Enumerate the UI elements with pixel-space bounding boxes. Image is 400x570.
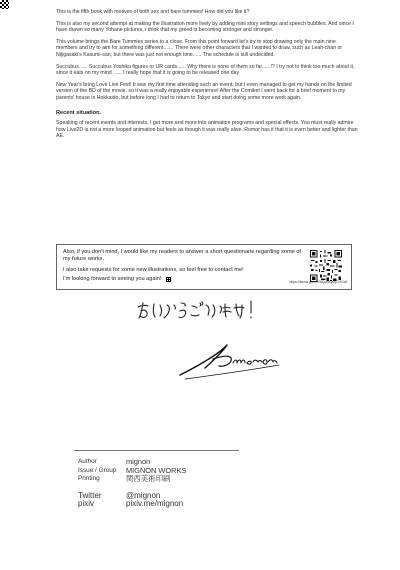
questionnaire-url[interactable]: https://forms.gle/e7NtQutsbyoyCHCx8: [289, 280, 347, 284]
paragraph: New Year's bring Love Live Fest! It was my first time attending such an event, but I even managed to get my hands on the limited version of the BD of the movie, so it was a really enjoyable experience! After the Comiket I went back for a brief moment to my parents' house in Hokkaido, but before long I had to return to Tokyo and start doing some more work again.: [56, 81, 352, 101]
section-heading: Recent situation.: [56, 109, 102, 116]
author-value: mignon: [126, 457, 151, 466]
signature: [175, 335, 285, 385]
questionnaire-box: [56, 244, 352, 290]
questionnaire-text: Also, if you don't mind, I would like my readers to answer a short questionarie regarding some of my future works.: [63, 249, 301, 262]
printing-value: 関西美術印刷: [126, 474, 171, 484]
afterword-text: [56, 9, 358, 145]
pixiv-link[interactable]: pixiv.me/mignon: [126, 499, 184, 509]
corner-registration-mark: [0, 0, 9, 9]
colophon-row-printing: [78, 475, 186, 484]
printing-label: Printing: [78, 475, 100, 483]
pixiv-label: pixiv: [78, 499, 95, 509]
small-qr-icon: [166, 277, 171, 282]
paragraph: Speaking of recent events and interests, I get more and more into animation programs and special effects. You must really admire how Live2D is not a more looped animation but feels as though it was really alive. Romor has it that it is even better and lighter than AE.: [56, 120, 358, 140]
issue-label: Issue / Group: [78, 466, 117, 474]
paragraph: This is the fifth book with motives of both sex and bare tummies! How did you like it?: [56, 9, 250, 15]
thanks-handwriting: [134, 297, 262, 325]
closing-text: I'm looking forward to seeing you again!: [63, 276, 162, 282]
twitter-label: Twitter: [78, 490, 102, 500]
qr-code-icon[interactable]: [309, 250, 343, 282]
issue-value: MIGNON WORKS: [126, 465, 187, 475]
colophon-row-pixiv: [78, 500, 186, 509]
closing-line: [63, 276, 171, 283]
paragraph: Succubus...... Succubus Yoshiko figures or UR cards...... Why there is none of them so far......!? I try not to think too much about it, since it eats on my mind ...... I really hope that it is going to be released one day: [56, 63, 355, 77]
paragraph: This is also my second attempt at making the illustration more lively by adding mini story settings and speech bubbles. And since I have drawn so many Yohane pictures, I think that my greed is becoming stronger and stronger.: [56, 20, 354, 34]
requests-text: I also take requests for some new illustrations, so feel free to contact me!: [63, 267, 244, 273]
author-label: Author: [78, 458, 97, 465]
colophon: [78, 458, 186, 509]
colophon-divider: [74, 450, 239, 451]
twitter-handle[interactable]: @mignon: [126, 490, 161, 500]
paragraph: This volume brings the Bare Tummies series to a close. From this point forward let's try to stop drawing only the main nine members and try to aim for something different....... There were other characters that I wanted to draw, such as Leah-chan or Nijigasaki's Kasumi-san, but there was just not enough time...... The schedule is still undecided.: [56, 38, 343, 58]
